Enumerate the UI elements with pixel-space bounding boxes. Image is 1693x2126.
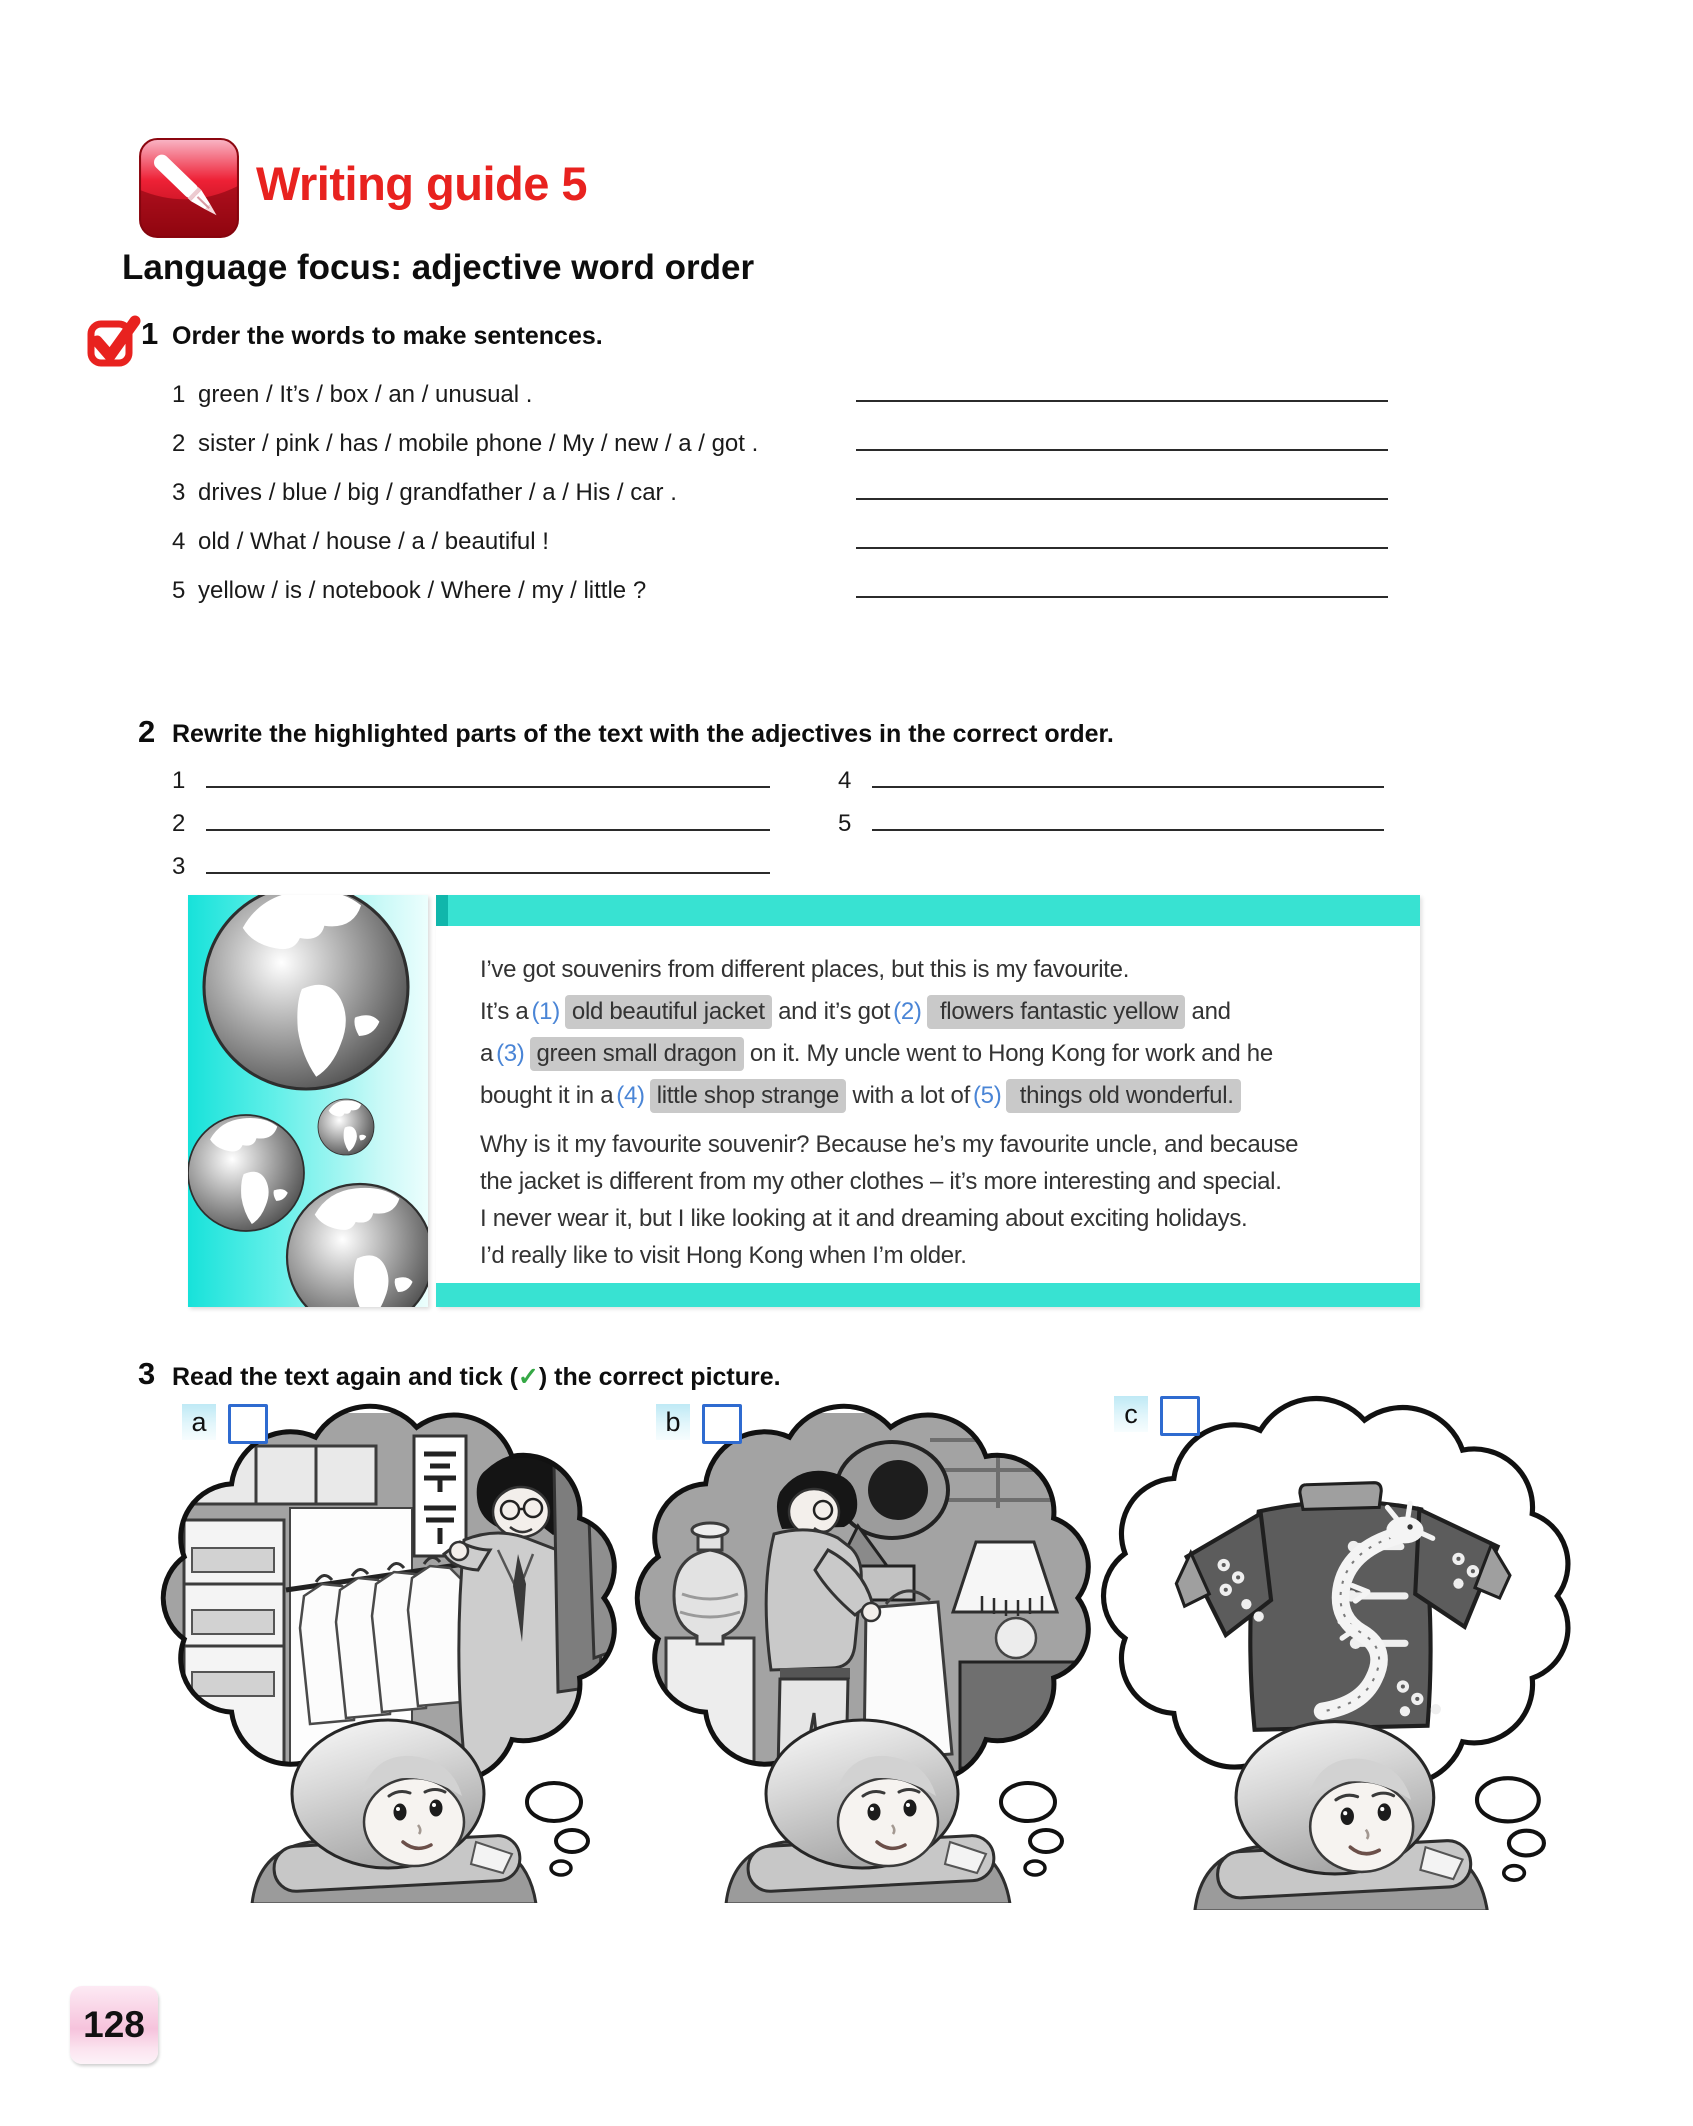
exercise2-blank-row: [838, 795, 1384, 838]
item-number: 5: [838, 810, 852, 837]
story-line: the jacket is different from my other clothes – it’s more interesting and special.: [480, 1168, 1282, 1195]
exercise1-instruction: Order the words to make sentences.: [172, 322, 603, 350]
item-number: 1: [172, 381, 186, 408]
exercise2-blank-row: [172, 795, 770, 838]
blank-number: (5): [972, 1082, 1002, 1109]
item-number: 4: [172, 528, 186, 555]
page-number: 128: [83, 2004, 145, 2045]
story-text: with a lot of: [846, 1082, 970, 1109]
story-paragraph-1: [480, 949, 1392, 1117]
picture-option-b: [630, 1398, 1100, 1903]
story-line: [480, 991, 1392, 1033]
answer-line[interactable]: [872, 785, 1384, 788]
item-number: 3: [172, 853, 186, 880]
tick-checkbox-a[interactable]: [228, 1404, 268, 1444]
teal-bar-top: [436, 895, 1420, 926]
thought-bubble-clothes-shop: [156, 1398, 626, 1903]
souvenir-text-panel: [436, 895, 1420, 1307]
highlighted-phrase: little shop strange: [650, 1079, 846, 1113]
globe-icons: [188, 895, 428, 1307]
picture-label: b: [656, 1404, 690, 1440]
answer-line[interactable]: [856, 546, 1388, 549]
answer-line[interactable]: [856, 448, 1388, 451]
item-number: 2: [172, 810, 186, 837]
pen-icon: [138, 136, 240, 240]
answer-line[interactable]: [856, 497, 1388, 500]
tick-checkbox-b[interactable]: [702, 1404, 742, 1444]
item-number: 1: [172, 767, 186, 794]
souvenir-story: [480, 949, 1392, 1274]
exercise3-number: 3: [138, 1356, 156, 1391]
exercise2-blanks-left: [172, 752, 770, 881]
item-number: 3: [172, 479, 186, 506]
highlighted-phrase: green small dragon: [530, 1037, 744, 1071]
exercise1-number: 1: [141, 316, 159, 351]
answer-line[interactable]: [872, 828, 1384, 831]
story-line: [480, 1033, 1392, 1075]
instruction-text: Read the text again and tick (: [172, 1363, 518, 1391]
blank-number: (4): [616, 1082, 645, 1109]
highlighted-phrase: things old wonderful.: [1006, 1079, 1240, 1113]
exercise2-blank-row: [838, 752, 1384, 795]
blank-number: (3): [496, 1040, 525, 1067]
story-text: It’s a: [480, 998, 529, 1025]
picture-label: a: [182, 1404, 216, 1440]
green-tick-icon: ✓: [517, 1363, 539, 1391]
picture-label: c: [1114, 1396, 1148, 1432]
answer-line[interactable]: [206, 785, 770, 788]
exercise2-blanks-right: [838, 752, 1384, 838]
red-checkbox-tick-icon: [84, 312, 142, 370]
story-line: I never wear it, but I like looking at it and dreaming about exciting holidays.: [480, 1205, 1248, 1232]
item-number: 4: [838, 767, 852, 794]
item-number: 2: [172, 430, 186, 457]
picture-option-c: [1088, 1390, 1588, 1910]
exercise2-number: 2: [138, 714, 156, 749]
picture-option-a: [156, 1398, 626, 1903]
thought-bubble-antiques-shop: [630, 1398, 1100, 1903]
story-text: I’ve got souvenirs from different places, but this is my favourite.: [480, 956, 1130, 983]
globes-illustration: [188, 895, 428, 1307]
story-text: and: [1185, 998, 1231, 1025]
story-line: [480, 1075, 1392, 1117]
story-line: Why is it my favourite souvenir? Because he’s my favourite uncle, and because: [480, 1131, 1299, 1158]
story-paragraph-2: [480, 1126, 1392, 1274]
answer-line[interactable]: [206, 871, 770, 874]
highlighted-phrase: flowers fantastic yellow: [927, 995, 1186, 1029]
teal-bar-bottom: [436, 1283, 1420, 1307]
answer-line[interactable]: [856, 595, 1388, 598]
exercise2-instruction: Rewrite the highlighted parts of the text with the adjectives in the correct order.: [172, 720, 1114, 748]
exercise1-item: [172, 556, 1388, 605]
story-text: a: [480, 1040, 494, 1067]
exercise2-blank-row: [172, 752, 770, 795]
souvenir-textbox: [188, 895, 1420, 1307]
blank-number: (2): [893, 998, 922, 1025]
thought-bubble-dragon-jacket: [1088, 1390, 1588, 1910]
story-text: and it’s got: [771, 998, 891, 1025]
story-line: [480, 949, 1392, 991]
item-number: 5: [172, 577, 186, 604]
exercise1-item: [172, 507, 1388, 556]
item-words: old / What / house / a / beautiful !: [198, 528, 549, 555]
item-words: drives / blue / big / grandfather / a / His / car .: [198, 479, 677, 506]
blank-number: (1): [531, 998, 560, 1025]
story-text: on it. My uncle went to Hong Kong for work and he: [743, 1040, 1273, 1067]
story-text: bought it in a: [480, 1082, 614, 1109]
exercise1-item: [172, 409, 1388, 458]
exercise1-item: [172, 360, 1388, 409]
answer-line[interactable]: [856, 399, 1388, 402]
exercise1-items: [172, 360, 1388, 605]
story-line: I’d really like to visit Hong Kong when I’m older.: [480, 1242, 967, 1269]
page-number-badge: [70, 1986, 158, 2064]
tick-checkbox-c[interactable]: [1160, 1396, 1200, 1436]
exercise1-item: [172, 458, 1388, 507]
exercise3-instruction: [172, 1362, 781, 1392]
instruction-text: ) the correct picture.: [538, 1363, 781, 1391]
section-heading: Language focus: adjective word order: [122, 248, 755, 287]
item-words: green / It’s / box / an / unusual .: [198, 381, 533, 408]
answer-line[interactable]: [206, 828, 770, 831]
exercise2-blank-row: [172, 838, 770, 881]
highlighted-phrase: old beautiful jacket: [565, 995, 772, 1029]
item-words: sister / pink / has / mobile phone / My / new / a / got .: [198, 430, 759, 457]
page-title: Writing guide 5: [256, 157, 588, 210]
item-words: yellow / is / notebook / Where / my / little ?: [198, 577, 647, 604]
